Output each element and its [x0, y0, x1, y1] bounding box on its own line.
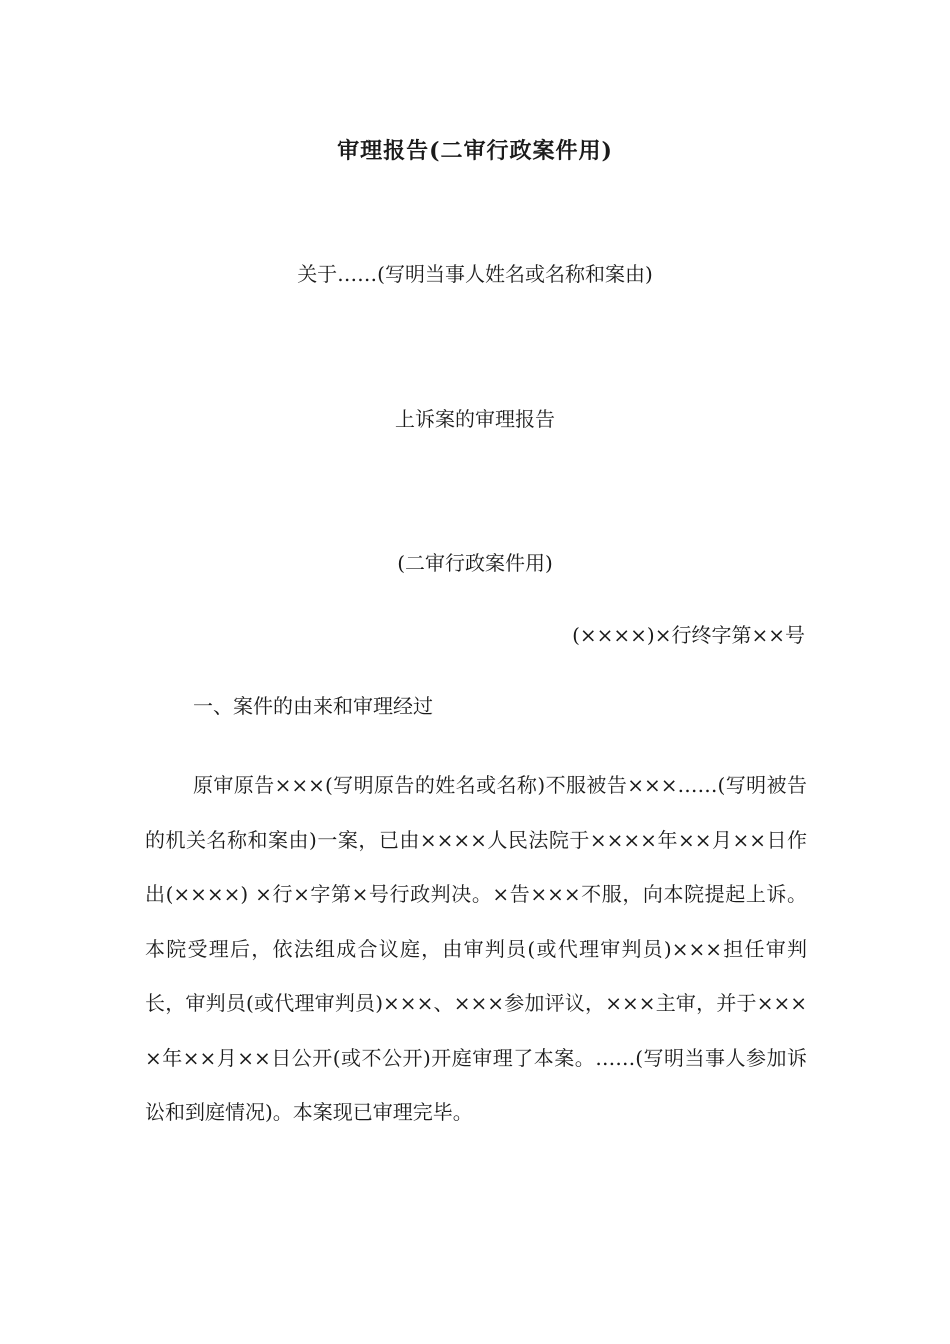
subtitle-report-name: 上诉案的审理报告 [395, 407, 555, 431]
subtitle-case-description: 关于……(写明当事人姓名或名称和案由) [297, 262, 653, 286]
section-heading: 一、案件的由来和审理经过 [193, 694, 433, 718]
body-paragraph: 原审原告×××(写明原告的姓名或名称)不服被告×××……(写明被告的机关名称和案由)一案，已由××××人民法院于××××年××月××日作出(××××) ×行×字第×号行政判决。×告×××不服，向本院提起上诉。本院受理后，依法组成合议庭，由审判员(或代理审判员)×××担任审判长，审判员(或代理审判员)×××、×××参加评议，×××主审，并于××××年××月××日公开(或不公开)开庭审理了本案。……(写明当事人参加诉讼和到庭情况)。本案现已审理完毕。 [145, 773, 807, 1124]
document-title: 审理报告(二审行政案件用) [337, 138, 613, 164]
case-number: (××××)×行终字第××号 [572, 623, 805, 647]
subtitle-case-type: (二审行政案件用) [397, 551, 553, 575]
